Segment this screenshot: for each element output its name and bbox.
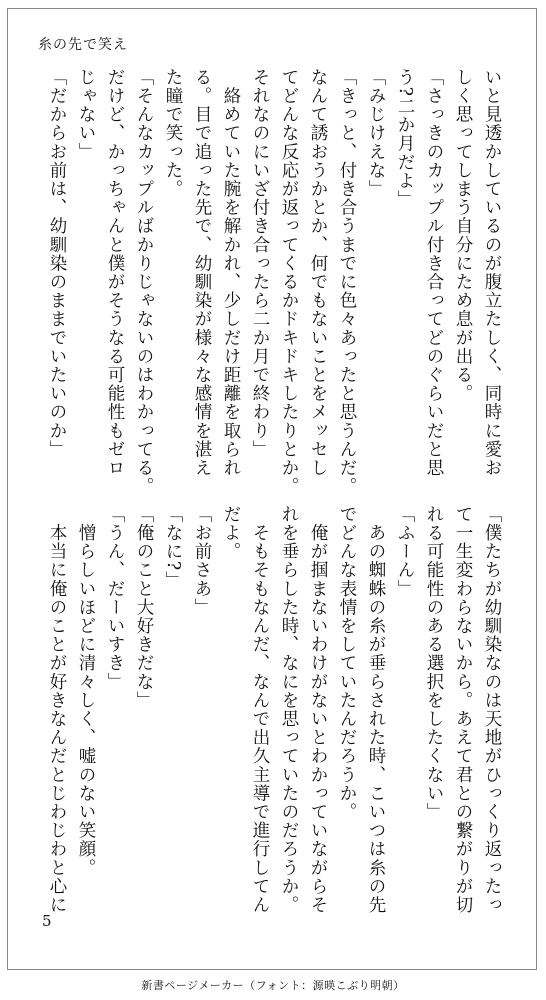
text-column-top [42,68,506,496]
page-number: 5 [42,912,52,930]
text-column-bottom [42,505,506,915]
text-line: いと見透かしているのが腹立たしく、同時に愛お [482,68,502,478]
text-line: た瞳で笑った。 [163,68,183,199]
text-line: だけど、かっちゃんと僕がそうなる可能性もゼロ [105,68,125,478]
text-line: そもそもなんだ、なんで出久主導で進行してん [250,505,270,915]
text-line: れる可能性のある選択をしたくない」 [424,505,444,822]
text-line: 絡めていた腕を解かれ、少しだけ距離を取られ [221,68,241,478]
text-line: 俺が掴まないわけがないとわかっていながらそ [308,505,328,915]
text-line: 「そんなカップルばかりじゃないのはわかってる。 [134,68,154,496]
text-line: 「僕たちが幼馴染なのは天地がひっくり返ったっ [482,505,502,915]
text-line: れを垂らした時、なにを思っていたのだろうか。 [279,505,299,915]
text-line: あの蜘蛛の糸が垂らされた時、こいつは糸の先 [366,505,386,915]
text-line: 「お前さあ」 [192,505,212,617]
text-line: 本当に俺のことが好きなんだとじわじわと心に [47,505,67,915]
text-line: 「ふーん」 [395,505,415,598]
text-line: それなのにいざ付き合ったら二か月で終わり」 [250,68,270,459]
text-line: でどんな表情をしていたんだろうか。 [337,505,357,822]
text-line: 「さっきのカップル付き合ってどのぐらいだと思 [424,68,444,478]
running-head: 糸の先で笑え [38,37,128,53]
text-line: る。目で追った先で、幼馴染が様々な感情を湛え [192,68,212,478]
text-line: 「うん、だーいすき」 [105,505,125,691]
text-line: う?二か月だよ」 [395,68,415,209]
text-line: 「きっと、付き合うまでに色々あったと思うんだ。 [337,68,357,496]
text-line: しく思ってしまう自分にため息が出る。 [453,68,473,403]
text-line: じゃない」 [76,68,96,161]
text-line: なんて誘おうかとか、何でもないことをメッセし [308,68,328,478]
text-line: 「だからお前は、幼馴染のままでいたいのか」 [47,68,67,459]
text-line: だよ。 [221,505,241,561]
text-line: て一生変わらないから。あえて君との繋がりが切 [453,505,473,915]
text-line: 「みじけえな」 [366,68,386,199]
text-line: てどんな反応が返ってくるかドキドキしたりとか。 [279,68,299,496]
text-line: 「なに?」 [163,505,183,590]
footer-credit: 新書ページメーカー（フォント：源暎こぶり明朝） [141,979,405,992]
text-line: 憎らしいほどに清々しく、嘘のない笑顔。 [76,505,96,877]
text-line: 「俺のこと大好きだな」 [134,505,154,710]
